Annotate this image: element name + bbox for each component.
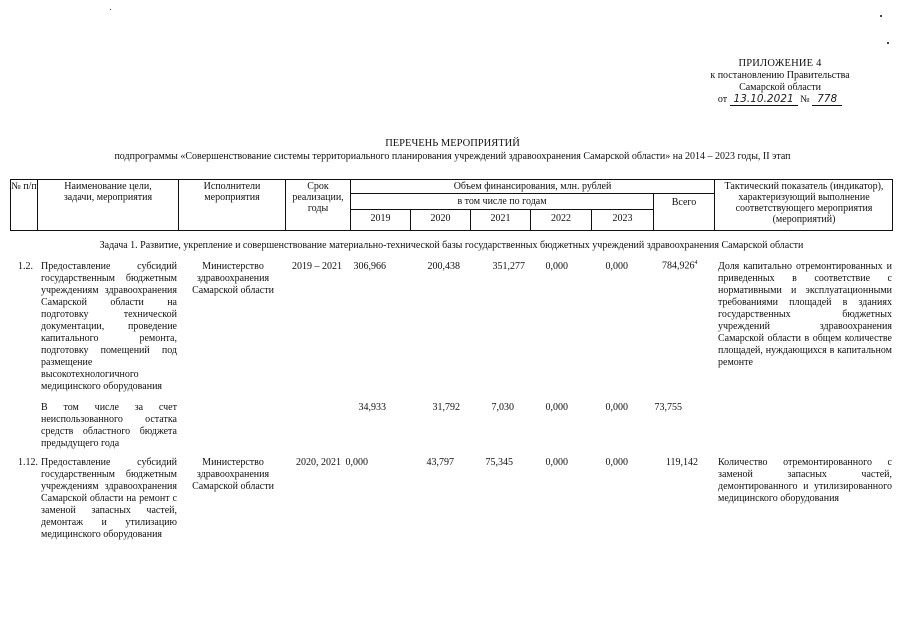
subrow-total: 73,755 — [654, 402, 682, 413]
subrow-val-2022: 0,000 — [545, 402, 568, 413]
row-1-2-footnote: 4 — [694, 260, 698, 266]
number-label: № — [800, 94, 810, 105]
header-executors: Исполнители мероприятия — [203, 181, 261, 203]
task-title: Задача 1. Развитие, укрепление и совершенствование материально-технической базы государственных бюджетных учреждений здравоохранения Самарской области — [99, 240, 804, 251]
row-1-2-val-2023: 0,000 — [605, 261, 628, 272]
header-period: Срок реализации, годы — [292, 181, 344, 214]
header-by-years: в том числе по годам — [457, 196, 547, 207]
row-1-2-name: Предоставление субсидий государственным бюджетным учреждениям здравоохранения Самарской области на подготовку технической документации, проведение капитального ремонта, подготовку помещений под размещение высокотехнологичного медицинского оборудования — [41, 261, 177, 392]
appendix-line2: Самарской области — [739, 82, 821, 93]
appendix-block — [690, 58, 870, 106]
table-header — [10, 179, 893, 231]
scan-speck — [887, 42, 889, 44]
handwritten-number: 778 — [812, 94, 842, 106]
header-year-2019: 2019 — [370, 213, 391, 224]
row-1-12-val-2023: 0,000 — [605, 457, 628, 468]
header-num: № п/п — [11, 181, 37, 192]
document-subtitle: подпрограммы «Совершенствование системы территориального планирования учреждений здравоохранения Самарской области» на 2014 – 2023 годы, II этап — [114, 151, 791, 162]
row-1-12-val-2019: 0,000 — [345, 457, 368, 468]
appendix-date-line — [690, 94, 870, 106]
from-label: от — [717, 94, 728, 105]
subrow-val-2020: 31,792 — [432, 402, 460, 413]
row-1-12-val-2022: 0,000 — [545, 457, 568, 468]
row-1-2-val-2022: 0,000 — [545, 261, 568, 272]
header-year-2022: 2022 — [551, 213, 571, 224]
row-1-12-period: 2020, 2021 — [296, 457, 341, 468]
scan-speck — [880, 15, 882, 17]
row-1-2-total: 784,926 — [662, 260, 695, 272]
header-volume: Объем финансирования, млн. рублей — [453, 181, 612, 192]
document-title: ПЕРЕЧЕНЬ МЕРОПРИЯТИЙ — [385, 138, 520, 149]
header-year-2020: 2020 — [430, 213, 451, 224]
row-1-2-val-2019: 306,966 — [353, 261, 386, 272]
scan-speck — [110, 9, 111, 10]
row-1-12-num: 1.12. — [18, 457, 38, 468]
row-1-2-period: 2019 – 2021 — [292, 261, 342, 272]
row-1-2-val-2021: 351,277 — [492, 261, 525, 272]
row-1-12-indicator: Количество отремонтированного с заменой запасных частей, демонтированного и утилизированного медицинского оборудования — [718, 457, 892, 504]
header-total: Всего — [671, 197, 697, 208]
header-indicator: Тактический показатель (индикатор), характеризующий выполнение соответствующего мероприятия (мероприятий) — [724, 181, 884, 225]
row-1-2-total-cell — [662, 260, 698, 271]
row-1-2-val-2020: 200,438 — [427, 261, 460, 272]
subrow-val-2021: 7,030 — [491, 402, 514, 413]
subrow-name: В том числе за счет неиспользованного остатка средств областного бюджета предыдущего года — [41, 402, 177, 449]
header-year-2023: 2023 — [612, 213, 633, 224]
row-1-12-total: 119,142 — [665, 457, 698, 468]
row-1-12-val-2021: 75,345 — [485, 457, 513, 468]
row-1-2-num: 1.2. — [18, 261, 33, 272]
row-1-12-executor: Министерство здравоохранения Самарской области — [192, 457, 274, 492]
subrow-val-2023: 0,000 — [605, 402, 628, 413]
row-1-2-executor: Министерство здравоохранения Самарской области — [192, 261, 274, 296]
handwritten-date: 13.10.2021 — [730, 94, 798, 106]
subrow-val-2019: 34,933 — [358, 402, 386, 413]
row-1-2-indicator: Доля капитально отремонтированных и приведенных в соответствие с нормативными и эксплуатационными требованиями площадей в зданиях государственных бюджетных учреждений здравоохранения Самарской области в общем количестве площадей, нуждающихся в капитальном ремонте — [718, 261, 892, 368]
appendix-line1: к постановлению Правительства — [710, 70, 850, 81]
row-1-12-name: Предоставление субсидий государственным бюджетным учреждениям здравоохранения Самарской области на ремонт с заменой запасных частей, демонтаж и утилизацию медицинского оборудования — [41, 457, 177, 540]
header-name: Наименование цели, задачи, мероприятия — [63, 181, 153, 203]
row-1-12-val-2020: 43,797 — [426, 457, 454, 468]
header-year-2021: 2021 — [490, 213, 511, 224]
appendix-title: ПРИЛОЖЕНИЕ 4 — [738, 58, 822, 69]
